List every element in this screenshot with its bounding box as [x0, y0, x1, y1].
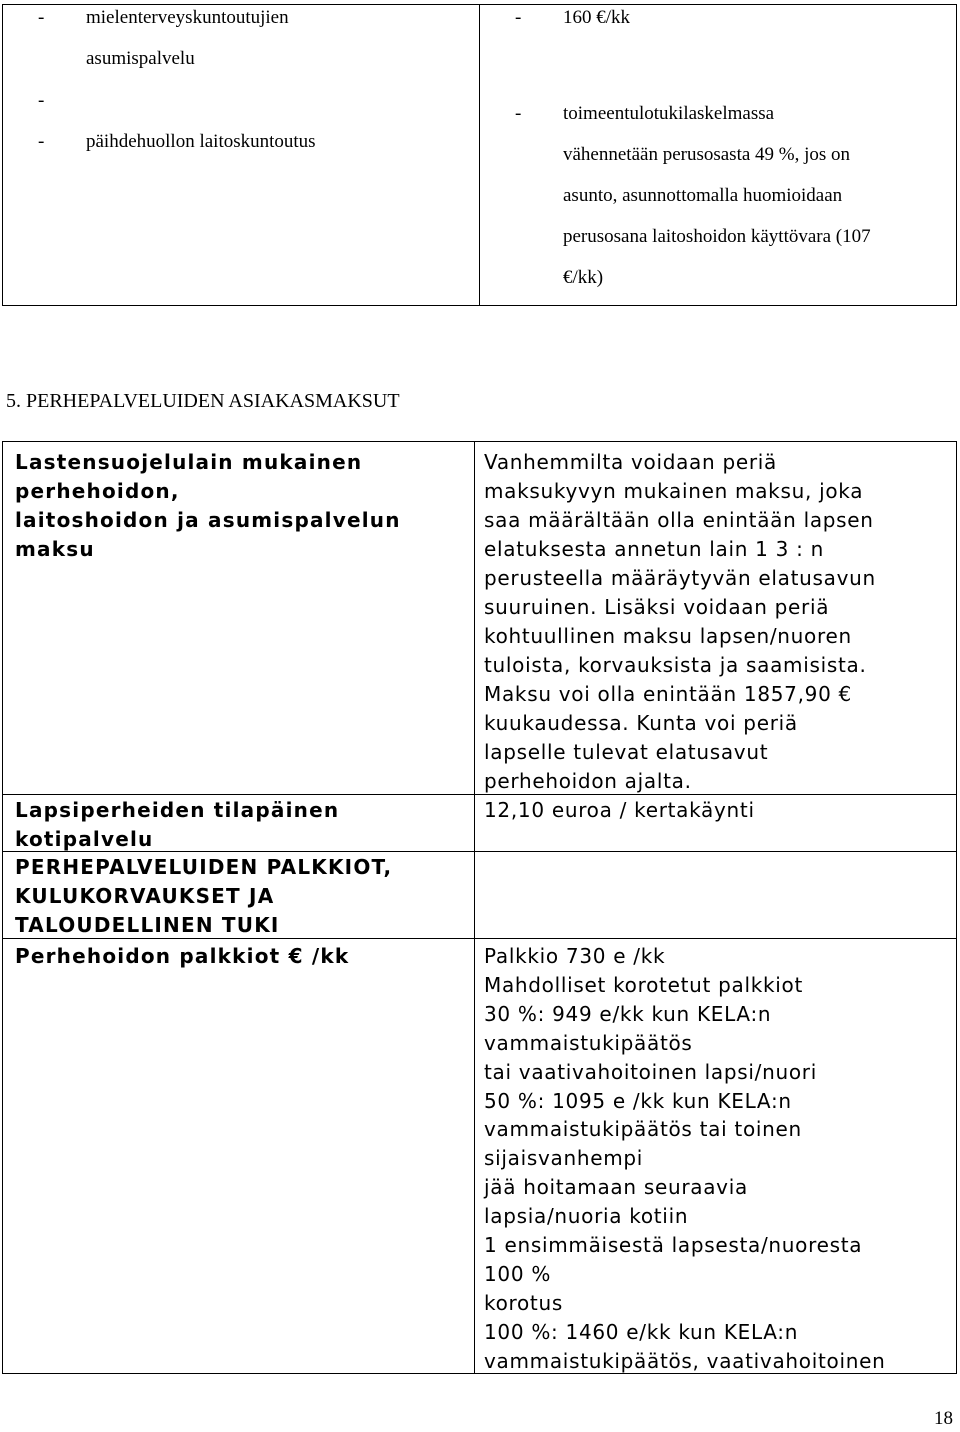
list-item: toimeentulotukilaskelmassa — [563, 103, 775, 124]
row3-left-cell — [15, 853, 392, 940]
dash: - — [515, 103, 522, 124]
cell-line: 1 ensimmäisestä lapsesta/nuoresta — [484, 1233, 863, 1258]
cell-line: kuukaudessa. Kunta voi periä — [484, 711, 798, 735]
row2-left-cell — [15, 796, 339, 854]
cell-line: laitoshoidon ja asumispalvelun — [15, 508, 401, 532]
list-item: asumispalvelu — [86, 48, 195, 69]
cell-line: Maksu voi olla enintään 1857,90 € — [484, 682, 852, 706]
cell-line: perhehoidon ajalta. — [484, 769, 692, 793]
page-number: 18 — [934, 1408, 953, 1429]
cell-line: KULUKORVAUKSET JA — [15, 884, 275, 908]
list-item: perusosana laitoshoidon käyttövara (107 — [563, 226, 871, 247]
row2-right-cell — [484, 796, 755, 825]
cell-line: sijaisvanhempi — [484, 1146, 644, 1171]
cell-line: saa määrältään olla enintään lapsen — [484, 508, 874, 532]
cell-line: 12,10 euroa / kertakäynti — [484, 798, 755, 822]
cell-line: perhehoidon, — [15, 479, 180, 503]
cell-line: Vanhemmilta voidaan periä — [484, 450, 777, 474]
cell-line: Lapsiperheiden tilapäinen — [15, 798, 340, 822]
list-item: vähennetään perusosasta 49 %, jos on — [563, 144, 851, 165]
cell-line: vammaistukipäätös tai toinen — [484, 1117, 802, 1142]
cell-line: 100 % — [484, 1261, 552, 1286]
dash: - — [515, 7, 522, 28]
cell-line: 100 %: 1460 e/kk kun KELA:n — [484, 1319, 799, 1344]
row4-left-cell — [15, 942, 349, 971]
cell-line: korotus — [484, 1290, 563, 1315]
cell-line: elatuksesta annetun lain 1 3 : n — [484, 537, 825, 561]
cell-line: TALOUDELLINEN TUKI — [15, 913, 280, 937]
cell-line: vammaistukipäätös, vaativahoitoinen — [484, 1348, 886, 1373]
list-item: asunto, asunnottomalla huomioidaan — [563, 185, 843, 206]
cell-line: jää hoitamaan seuraavia — [484, 1175, 748, 1200]
dash: - — [38, 7, 45, 28]
list-item: 160 €/kk — [563, 7, 631, 28]
cell-line: 50 %: 1095 e /kk kun KELA:n — [484, 1088, 792, 1113]
row1-left-cell — [15, 448, 401, 564]
row4-right-cell — [484, 942, 885, 1376]
cell-line: lapsia/nuoria kotiin — [484, 1204, 689, 1229]
cell-line: maksukyvyn mukainen maksu, joka — [484, 479, 864, 503]
list-item: mielenterveyskuntoutujien — [86, 7, 289, 28]
cell-line: PERHEPALVELUIDEN PALKKIOT, — [15, 855, 393, 879]
cell-line: maksu — [15, 537, 95, 561]
cell-line: kohtuullinen maksu lapsen/nuoren — [484, 624, 852, 648]
list-item: päihdehuollon laitoskuntoutus — [86, 131, 316, 152]
cell-line: Perhehoidon palkkiot € /kk — [15, 944, 350, 968]
dash: - — [38, 131, 45, 152]
cell-line: vammaistukipäätös — [484, 1030, 693, 1055]
list-item: €/kk) — [563, 267, 604, 288]
cell-line: tuloista, korvauksista ja saamisista. — [484, 653, 867, 677]
cell-line: kotipalvelu — [15, 827, 154, 851]
cell-line: lapselle tulevat elatusavut — [484, 740, 769, 764]
cell-line: Mahdolliset korotetut palkkiot — [484, 972, 804, 997]
cell-line: perusteella määräytyvän elatusavun — [484, 566, 876, 590]
cell-line: suuruinen. Lisäksi voidaan periä — [484, 595, 830, 619]
cell-line: Lastensuojelulain mukainen — [15, 450, 363, 474]
cell-line: Palkkio 730 e /kk — [484, 944, 666, 968]
cell-line: tai vaativahoitoinen lapsi/nuori — [484, 1059, 817, 1084]
cell-line: 30 %: 949 e/kk kun KELA:n — [484, 1001, 772, 1026]
section-heading: 5. PERHEPALVELUIDEN ASIAKASMAKSUT — [6, 390, 400, 412]
row1-right-cell — [484, 448, 876, 796]
dash: - — [38, 90, 45, 111]
